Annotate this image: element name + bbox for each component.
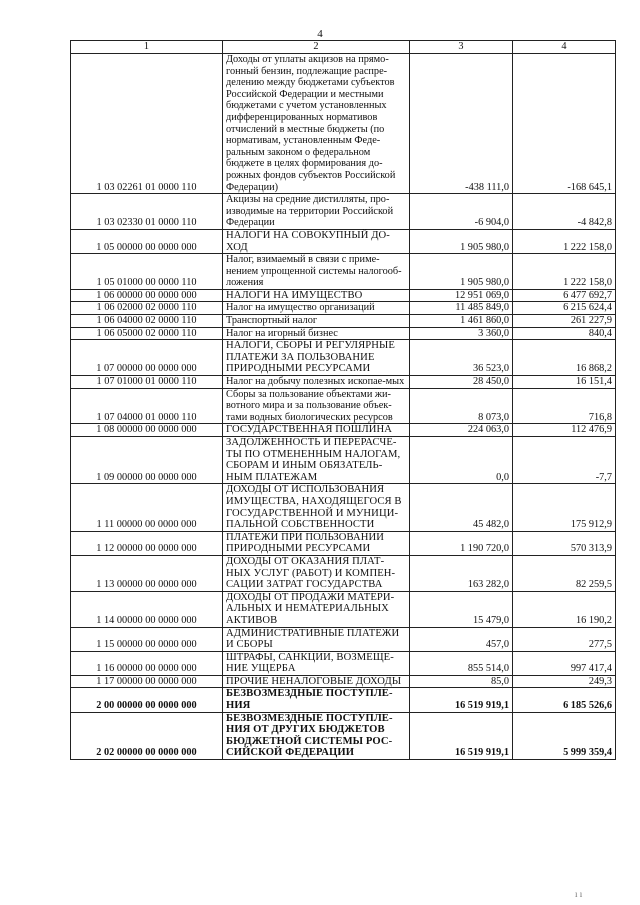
row-plan-value: -6 904,0: [410, 194, 513, 230]
row-code: 1 14 00000 00 0000 000: [71, 591, 223, 627]
row-name: ГОСУДАРСТВЕННАЯ ПОШЛИНА: [223, 424, 410, 437]
row-code: 1 12 00000 00 0000 000: [71, 531, 223, 555]
table-row: [71, 229, 616, 253]
row-name: БЕЗВОЗМЕЗДНЫЕ ПОСТУПЛЕ-НИЯ: [223, 688, 410, 712]
row-plan-value: 0,0: [410, 437, 513, 484]
row-fact-value: 6 185 526,6: [513, 688, 616, 712]
row-plan-value: 36 523,0: [410, 340, 513, 376]
row-name: НАЛОГИ НА ИМУЩЕСТВО: [223, 289, 410, 302]
table-row: [71, 54, 616, 194]
column-header-3: 3: [410, 41, 513, 54]
scan-mark: ı ı: [575, 889, 583, 899]
table-row: [71, 675, 616, 688]
table-row: [71, 388, 616, 424]
row-plan-value: 15 479,0: [410, 591, 513, 627]
row-code: 1 13 00000 00 0000 000: [71, 555, 223, 591]
table-row: [71, 437, 616, 484]
row-code: 1 07 00000 00 0000 000: [71, 340, 223, 376]
row-code: 1 06 04000 02 0000 110: [71, 315, 223, 328]
row-name: НАЛОГИ, СБОРЫ И РЕГУЛЯРНЫЕ ПЛАТЕЖИ ЗА ПОЛЬЗОВАНИЕ ПРИРОДНЫМИ РЕСУРСАМИ: [223, 340, 410, 376]
row-name: Налог на имущество организаций: [223, 302, 410, 315]
row-name: ПЛАТЕЖИ ПРИ ПОЛЬЗОВАНИИ ПРИРОДНЫМИ РЕСУРСАМИ: [223, 531, 410, 555]
page-number: 4: [317, 28, 323, 40]
row-plan-value: 45 482,0: [410, 484, 513, 531]
row-fact-value: 1 222 158,0: [513, 254, 616, 290]
table-row: [71, 289, 616, 302]
row-code: 1 07 04000 01 0000 110: [71, 388, 223, 424]
row-fact-value: 6 477 692,7: [513, 289, 616, 302]
table-row: [71, 315, 616, 328]
table-row: [71, 688, 616, 712]
row-code: 1 03 02330 01 0000 110: [71, 194, 223, 230]
row-code: 1 05 00000 00 0000 000: [71, 229, 223, 253]
table-row: [71, 376, 616, 389]
row-plan-value: 1 905 980,0: [410, 229, 513, 253]
row-plan-value: 855 514,0: [410, 651, 513, 675]
row-fact-value: -168 645,1: [513, 54, 616, 194]
row-code: 1 09 00000 00 0000 000: [71, 437, 223, 484]
table-row: [71, 591, 616, 627]
row-code: 1 15 00000 00 0000 000: [71, 627, 223, 651]
row-fact-value: 277,5: [513, 627, 616, 651]
row-fact-value: 716,8: [513, 388, 616, 424]
row-fact-value: 249,3: [513, 675, 616, 688]
row-name: Доходы от уплаты акцизов на прямо-гонный бензин, подлежащие распре-делению между бюджетами субъектов Российской Федерации и местными бюджетами с учетом установленных дифференцированных нормативов отчислений в местные бюджеты (по нормативам, установленным Феде-ральным законом о федеральном бюджете в целях формирования до-рожных фондов субъектов Российской Федерации): [223, 54, 410, 194]
row-name: Налог на добычу полезных ископае-мых: [223, 376, 410, 389]
row-code: 1 16 00000 00 0000 000: [71, 651, 223, 675]
revenue-table: [70, 40, 616, 760]
row-name: Транспортный налог: [223, 315, 410, 328]
row-plan-value: 8 073,0: [410, 388, 513, 424]
row-plan-value: -438 111,0: [410, 54, 513, 194]
row-plan-value: 12 951 069,0: [410, 289, 513, 302]
row-name: ДОХОДЫ ОТ ИСПОЛЬЗОВАНИЯ ИМУЩЕСТВА, НАХОДЯЩЕГОСЯ В ГОСУДАРСТВЕННОЙ И МУНИЦИ-ПАЛЬНОЙ СОБСТВЕННОСТИ: [223, 484, 410, 531]
table-row: [71, 531, 616, 555]
row-fact-value: 1 222 158,0: [513, 229, 616, 253]
table-row: [71, 424, 616, 437]
row-plan-value: 457,0: [410, 627, 513, 651]
row-name: ПРОЧИЕ НЕНАЛОГОВЫЕ ДОХОДЫ: [223, 675, 410, 688]
row-plan-value: 11 485 849,0: [410, 302, 513, 315]
row-code: 1 06 00000 00 0000 000: [71, 289, 223, 302]
row-fact-value: 112 476,9: [513, 424, 616, 437]
table-body: [71, 54, 616, 760]
row-plan-value: 16 519 919,1: [410, 712, 513, 759]
row-name: БЕЗВОЗМЕЗДНЫЕ ПОСТУПЛЕ-НИЯ ОТ ДРУГИХ БЮДЖЕТОВ БЮДЖЕТНОЙ СИСТЕМЫ РОС-СИЙСКОЙ ФЕДЕРАЦИИ: [223, 712, 410, 759]
column-number-row: [71, 41, 616, 54]
column-header-4: 4: [513, 41, 616, 54]
row-code: 1 05 01000 00 0000 110: [71, 254, 223, 290]
row-code: 1 17 00000 00 0000 000: [71, 675, 223, 688]
row-name: ДОХОДЫ ОТ ПРОДАЖИ МАТЕРИ-АЛЬНЫХ И НЕМАТЕРИАЛЬНЫХ АКТИВОВ: [223, 591, 410, 627]
row-name: Акцизы на средние дистилляты, про-изводимые на территории Российской Федерации: [223, 194, 410, 230]
row-name: ЗАДОЛЖЕННОСТЬ И ПЕРЕРАСЧЕ-ТЫ ПО ОТМЕНЕННЫМ НАЛОГАМ, СБОРАМ И ИНЫМ ОБЯЗАТЕЛЬ-НЫМ ПЛАТЕЖАМ: [223, 437, 410, 484]
table-row: [71, 651, 616, 675]
row-fact-value: 997 417,4: [513, 651, 616, 675]
table-row: [71, 627, 616, 651]
row-code: 1 07 01000 01 0000 110: [71, 376, 223, 389]
row-plan-value: 224 063,0: [410, 424, 513, 437]
row-fact-value: -7,7: [513, 437, 616, 484]
row-code: 2 02 00000 00 0000 000: [71, 712, 223, 759]
row-fact-value: 175 912,9: [513, 484, 616, 531]
row-name: ДОХОДЫ ОТ ОКАЗАНИЯ ПЛАТ-НЫХ УСЛУГ (РАБОТ) И КОМПЕН-САЦИИ ЗАТРАТ ГОСУДАРСТВА: [223, 555, 410, 591]
row-code: 2 00 00000 00 0000 000: [71, 688, 223, 712]
row-code: 1 11 00000 00 0000 000: [71, 484, 223, 531]
row-name: Сборы за пользование объектами жи-вотного мира и за пользование объек-тами водных биологических ресурсов: [223, 388, 410, 424]
column-header-2: 2: [223, 41, 410, 54]
row-fact-value: 261 227,9: [513, 315, 616, 328]
row-fact-value: 16 151,4: [513, 376, 616, 389]
row-name: ШТРАФЫ, САНКЦИИ, ВОЗМЕЩЕ-НИЕ УЩЕРБА: [223, 651, 410, 675]
row-name: АДМИНИСТРАТИВНЫЕ ПЛАТЕЖИ И СБОРЫ: [223, 627, 410, 651]
table-row: [71, 302, 616, 315]
row-fact-value: 570 313,9: [513, 531, 616, 555]
row-fact-value: 840,4: [513, 327, 616, 340]
table-row: [71, 327, 616, 340]
row-name: Налог на игорный бизнес: [223, 327, 410, 340]
row-plan-value: 1 190 720,0: [410, 531, 513, 555]
column-header-1: 1: [71, 41, 223, 54]
row-code: 1 03 02261 01 0000 110: [71, 54, 223, 194]
table-row: [71, 712, 616, 759]
row-name: НАЛОГИ НА СОВОКУПНЫЙ ДО-ХОД: [223, 229, 410, 253]
row-fact-value: 82 259,5: [513, 555, 616, 591]
row-plan-value: 28 450,0: [410, 376, 513, 389]
table-row: [71, 194, 616, 230]
row-plan-value: 1 461 860,0: [410, 315, 513, 328]
row-fact-value: -4 842,8: [513, 194, 616, 230]
row-fact-value: 6 215 624,4: [513, 302, 616, 315]
row-code: 1 06 05000 02 0000 110: [71, 327, 223, 340]
table-row: [71, 484, 616, 531]
row-code: 1 08 00000 00 0000 000: [71, 424, 223, 437]
row-plan-value: 1 905 980,0: [410, 254, 513, 290]
table-row: [71, 254, 616, 290]
row-name: Налог, взимаемый в связи с приме-нением упрощенной системы налогооб-ложения: [223, 254, 410, 290]
row-fact-value: 5 999 359,4: [513, 712, 616, 759]
row-plan-value: 163 282,0: [410, 555, 513, 591]
row-plan-value: 85,0: [410, 675, 513, 688]
table-row: [71, 340, 616, 376]
row-plan-value: 3 360,0: [410, 327, 513, 340]
row-plan-value: 16 519 919,1: [410, 688, 513, 712]
row-code: 1 06 02000 02 0000 110: [71, 302, 223, 315]
row-fact-value: 16 190,2: [513, 591, 616, 627]
table-row: [71, 555, 616, 591]
row-fact-value: 16 868,2: [513, 340, 616, 376]
